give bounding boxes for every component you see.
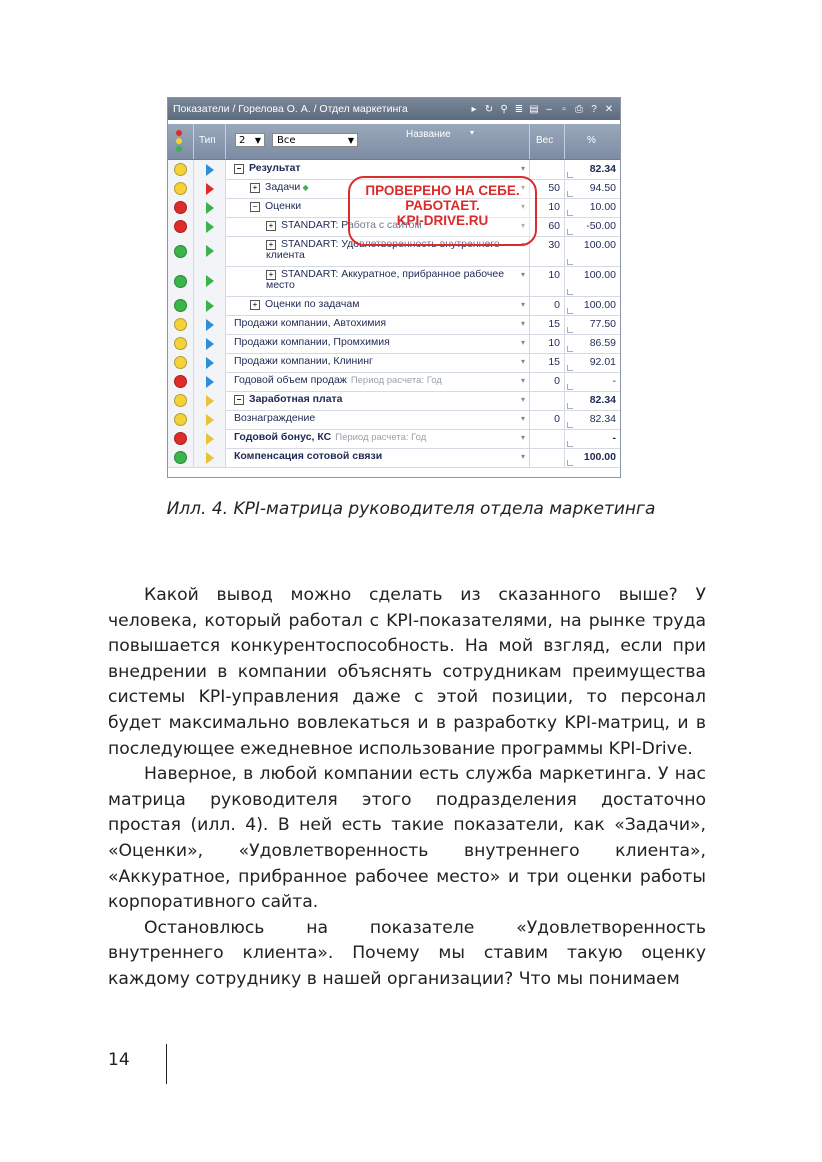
name-cell[interactable] — [226, 296, 530, 315]
percent-value: 86.59 — [589, 337, 616, 349]
yellow-status-icon — [174, 163, 187, 176]
name-cell[interactable] — [226, 353, 530, 372]
table-row[interactable] — [168, 296, 620, 316]
yellow-light-icon — [176, 138, 182, 144]
red-status-icon — [174, 220, 187, 233]
cell-corner-mark — [567, 327, 573, 333]
collapse-icon[interactable]: − — [234, 164, 244, 174]
type-triangle-icon — [206, 275, 214, 287]
percent-value: 100.00 — [583, 269, 616, 281]
kpi-name: Оценки — [265, 200, 302, 212]
type-triangle-icon — [206, 164, 214, 176]
type-cell — [194, 315, 226, 334]
type-triangle-icon — [206, 221, 214, 233]
name-cell[interactable] — [226, 266, 530, 296]
diamond-icon: ◆ — [300, 183, 309, 192]
weight-value: 60 — [548, 220, 560, 232]
percent-cell — [565, 410, 620, 429]
kpi-name: Результат — [249, 162, 301, 174]
filter-value: Все — [277, 135, 296, 146]
type-cell — [194, 198, 226, 217]
weight-value: 0 — [554, 299, 560, 311]
close-icon[interactable]: ✕ — [604, 103, 614, 115]
weight-value: 10 — [548, 337, 560, 349]
percent-value: 82.34 — [589, 394, 616, 406]
weight-cell — [530, 372, 565, 391]
help-icon[interactable]: ? — [591, 103, 597, 115]
play-icon[interactable]: ▸ — [471, 103, 477, 115]
weight-value: 15 — [548, 318, 560, 330]
cell-corner-mark — [567, 422, 573, 428]
window-titlebar — [168, 98, 620, 120]
table-row[interactable] — [168, 353, 620, 373]
name-cell[interactable] — [226, 315, 530, 334]
traffic-light-column-header[interactable] — [168, 124, 194, 159]
expand-icon[interactable]: + — [266, 221, 276, 231]
weight-value: 0 — [554, 413, 560, 425]
weight-cell — [530, 429, 565, 448]
name-cell[interactable] — [226, 429, 530, 448]
kpi-name: Оценки по задачам — [265, 298, 360, 310]
type-cell — [194, 391, 226, 410]
status-light-cell — [168, 353, 194, 372]
type-cell — [194, 410, 226, 429]
row-menu-chevron-icon[interactable]: ▾ — [520, 414, 525, 423]
paragraph: Наверное, в любой компании есть служба маркетинга. У нас матрица руководителя этого подразделения достаточно простая (илл. 4). В ней есть такие показатели, как «Задачи», «Оценки», «Удовлетворенность внутреннего клиента», «Аккуратное, прибранное рабочее место» и три оценки работы корпоративного сайта. — [108, 764, 706, 913]
type-triangle-icon — [206, 357, 214, 369]
kpi-name: STANDART: Работа с сайтом — [281, 219, 422, 231]
type-triangle-icon — [206, 338, 214, 350]
yellow-status-icon — [174, 182, 187, 195]
kpi-name: STANDART: Аккуратное, прибранное рабочее место — [266, 268, 505, 291]
percent-cell — [565, 217, 620, 236]
percent-value: - — [612, 375, 616, 387]
percent-cell — [565, 353, 620, 372]
sort-chevron-icon[interactable]: ▾ — [470, 128, 475, 137]
type-triangle-icon — [206, 202, 214, 214]
weight-value: 30 — [548, 239, 560, 251]
stamp-line-1: ПРОВЕРЕНО НА СЕБЕ. — [365, 183, 520, 198]
type-triangle-icon — [206, 433, 214, 445]
kpi-name: Годовой объем продаж — [234, 374, 347, 386]
name-cell[interactable] — [226, 372, 530, 391]
status-light-cell — [168, 391, 194, 410]
type-triangle-icon — [206, 376, 214, 388]
paragraph: Остановлюсь на показателе «Удовлетворенность внутреннего клиента». Почему мы ставим такую оценку каждому сотруднику в нашей организации? Что мы понимаем — [108, 917, 706, 989]
percent-value: 92.01 — [589, 356, 616, 368]
kpi-name: STANDART: Удовлетворенность внутреннего клиента — [266, 238, 500, 261]
weight-column-header[interactable] — [530, 124, 565, 159]
percent-value: 100.00 — [583, 451, 616, 463]
red-light-icon — [176, 130, 182, 136]
filter-select[interactable] — [272, 133, 358, 147]
cell-corner-mark — [567, 210, 573, 216]
refresh-icon[interactable]: ↻ — [484, 103, 494, 115]
percent-cell — [565, 334, 620, 353]
table-row[interactable] — [168, 410, 620, 430]
cell-corner-mark — [567, 191, 573, 197]
expand-icon[interactable]: + — [250, 300, 260, 310]
verified-stamp — [348, 176, 537, 246]
row-menu-chevron-icon[interactable]: ▾ — [520, 357, 525, 366]
percent-cell — [565, 448, 620, 467]
weight-value: 10 — [548, 269, 560, 281]
weight-cell — [530, 391, 565, 410]
weight-cell — [530, 410, 565, 429]
type-column-header[interactable] — [194, 124, 226, 159]
green-status-icon — [174, 245, 187, 258]
name-cell[interactable] — [226, 391, 530, 410]
list-icon[interactable]: ≣ — [514, 103, 524, 115]
stamp-line-3: KPI-DRIVE.RU — [396, 213, 489, 228]
yellow-status-icon — [174, 413, 187, 426]
row-menu-chevron-icon[interactable]: ▾ — [520, 202, 525, 211]
row-menu-chevron-icon[interactable]: ▾ — [520, 376, 525, 385]
type-triangle-icon — [206, 300, 214, 312]
kpi-name: Продажи компании, Промхимия — [234, 336, 390, 348]
level-dropdown-icon: ▼ — [254, 136, 261, 145]
status-light-cell — [168, 410, 194, 429]
percent-cell — [565, 160, 620, 179]
maximize-icon[interactable]: ▫ — [562, 103, 566, 115]
status-light-cell — [168, 236, 194, 266]
row-menu-chevron-icon[interactable]: ▾ — [520, 300, 525, 309]
weight-cell — [530, 266, 565, 296]
table-row[interactable] — [168, 266, 620, 297]
figure-caption: Илл. 4. KPI-матрица руководителя отдела маркетинга — [166, 499, 656, 519]
percent-value: 82.34 — [589, 413, 616, 425]
type-cell — [194, 334, 226, 353]
percent-cell — [565, 179, 620, 198]
print-icon[interactable]: ⎙ — [575, 103, 583, 115]
cell-corner-mark — [567, 460, 573, 466]
stamp-line-2: РАБОТАЕТ. — [405, 198, 480, 213]
status-light-cell — [168, 160, 194, 179]
red-status-icon — [174, 201, 187, 214]
status-light-cell — [168, 372, 194, 391]
kpi-name: Вознаграждение — [234, 412, 316, 424]
name-cell[interactable] — [226, 334, 530, 353]
weight-cell — [530, 353, 565, 372]
weight-cell — [530, 334, 565, 353]
status-light-cell — [168, 315, 194, 334]
green-status-icon — [174, 299, 187, 312]
weight-cell — [530, 236, 565, 266]
kpi-name: Продажи компании, Автохимия — [234, 317, 387, 329]
weight-cell — [530, 448, 565, 467]
table-row[interactable] — [168, 391, 620, 411]
status-light-cell — [168, 198, 194, 217]
cell-corner-mark — [567, 172, 573, 178]
row-menu-chevron-icon[interactable]: ▾ — [520, 240, 525, 249]
percent-value: -50.00 — [586, 220, 616, 232]
type-cell — [194, 372, 226, 391]
type-cell — [194, 217, 226, 236]
weight-value: 0 — [554, 375, 560, 387]
cell-corner-mark — [567, 346, 573, 352]
percent-column-header[interactable] — [565, 124, 620, 159]
weight-cell — [530, 296, 565, 315]
expand-icon[interactable]: + — [250, 183, 260, 193]
cell-corner-mark — [567, 308, 573, 314]
table-row[interactable] — [168, 429, 620, 449]
status-light-cell — [168, 429, 194, 448]
type-triangle-icon — [206, 183, 214, 195]
row-menu-chevron-icon[interactable]: ▾ — [520, 183, 525, 192]
type-triangle-icon — [206, 452, 214, 464]
export-icon[interactable]: ▤ — [529, 103, 539, 115]
name-cell[interactable] — [226, 410, 530, 429]
status-light-cell — [168, 448, 194, 467]
filter-dropdown-icon: ▼ — [347, 136, 354, 145]
table-row[interactable] — [168, 315, 620, 335]
kpi-name: Заработная плата — [249, 393, 343, 405]
percent-cell — [565, 296, 620, 315]
percent-cell — [565, 198, 620, 217]
paragraph: Какой вывод можно сделать из сказанного выше? У человека, который работал с KPI-показателями, на рынке труда повышается конкурентоспособность. На мой взгляд, если при внедрении в компании объяснять сотрудникам преимущества системы KPI-управления даже с этой позиции, то персонал будет максимально вовлекаться и в разработку KPI-матриц, и в последующее ежедневное использование программы KPI-Drive. — [108, 585, 706, 759]
type-cell — [194, 296, 226, 315]
type-triangle-icon — [206, 414, 214, 426]
percent-header-label: % — [587, 135, 596, 146]
row-menu-chevron-icon[interactable]: ▾ — [520, 452, 525, 461]
row-menu-chevron-icon[interactable]: ▾ — [520, 395, 525, 404]
red-status-icon — [174, 432, 187, 445]
cell-corner-mark — [567, 365, 573, 371]
type-cell — [194, 353, 226, 372]
weight-value: 50 — [548, 182, 560, 194]
kpi-name: Продажи компании, Клининг — [234, 355, 373, 367]
cell-corner-mark — [567, 289, 573, 295]
table-row[interactable] — [168, 448, 620, 468]
percent-cell — [565, 391, 620, 410]
level-select[interactable] — [235, 133, 265, 147]
body-text — [108, 583, 706, 993]
collapse-icon[interactable]: − — [234, 395, 244, 405]
minimize-icon[interactable]: ‒ — [546, 103, 552, 115]
percent-value: - — [612, 432, 616, 444]
kpi-name: Годовой бонус, КС — [234, 431, 332, 443]
type-cell — [194, 160, 226, 179]
name-cell[interactable] — [226, 448, 530, 467]
type-cell — [194, 429, 226, 448]
type-triangle-icon — [206, 319, 214, 331]
row-menu-chevron-icon[interactable]: ▾ — [520, 319, 525, 328]
kpi-matrix-window — [167, 97, 621, 478]
percent-cell — [565, 429, 620, 448]
status-light-cell — [168, 296, 194, 315]
weight-value: 10 — [548, 201, 560, 213]
table-row[interactable] — [168, 334, 620, 354]
cell-corner-mark — [567, 441, 573, 447]
percent-cell — [565, 372, 620, 391]
weight-cell — [530, 315, 565, 334]
row-menu-chevron-icon[interactable]: ▾ — [520, 338, 525, 347]
page-number: 14 — [108, 1050, 130, 1070]
type-cell — [194, 266, 226, 296]
cell-corner-mark — [567, 403, 573, 409]
table-header — [168, 124, 620, 160]
table-row[interactable] — [168, 372, 620, 392]
status-light-cell — [168, 179, 194, 198]
row-menu-chevron-icon[interactable]: ▾ — [520, 270, 525, 279]
red-status-icon — [174, 375, 187, 388]
type-cell — [194, 236, 226, 266]
row-menu-chevron-icon[interactable]: ▾ — [520, 164, 525, 173]
yellow-status-icon — [174, 318, 187, 331]
percent-cell — [565, 266, 620, 296]
status-light-cell — [168, 217, 194, 236]
type-header-label: Тип — [199, 135, 216, 146]
kpi-name: Компенсация сотовой связи — [234, 450, 383, 462]
green-status-icon — [174, 275, 187, 288]
row-menu-chevron-icon[interactable]: ▾ — [520, 221, 525, 230]
expand-icon[interactable]: + — [266, 270, 276, 280]
percent-value: 82.34 — [589, 163, 616, 175]
calc-period-note: Период расчета: Год — [350, 375, 442, 386]
page-divider — [166, 1044, 167, 1084]
green-light-icon — [176, 146, 182, 152]
type-triangle-icon — [206, 395, 214, 407]
row-menu-chevron-icon[interactable]: ▾ — [520, 433, 525, 442]
cell-corner-mark — [567, 229, 573, 235]
percent-value: 10.00 — [589, 201, 616, 213]
type-cell — [194, 179, 226, 198]
search-icon[interactable]: ⚲ — [500, 103, 508, 115]
cell-corner-mark — [567, 384, 573, 390]
percent-cell — [565, 315, 620, 334]
collapse-icon[interactable]: − — [250, 202, 260, 212]
level-value: 2 — [239, 135, 246, 146]
weight-cell — [530, 160, 565, 179]
percent-value: 100.00 — [583, 299, 616, 311]
calc-period-note: Период расчета: Год — [335, 432, 427, 443]
type-triangle-icon — [206, 245, 214, 257]
type-cell — [194, 448, 226, 467]
status-light-cell — [168, 334, 194, 353]
yellow-status-icon — [174, 356, 187, 369]
expand-icon[interactable]: + — [266, 240, 276, 250]
yellow-status-icon — [174, 337, 187, 350]
breadcrumb: Показатели / Горелова О. А. / Отдел маркетинга — [173, 103, 408, 115]
name-header-label: Название — [406, 129, 451, 140]
cell-corner-mark — [567, 259, 573, 265]
status-light-cell — [168, 266, 194, 296]
percent-value: 77.50 — [589, 318, 616, 330]
percent-value: 94.50 — [589, 182, 616, 194]
yellow-status-icon — [174, 394, 187, 407]
percent-cell — [565, 236, 620, 266]
percent-value: 100.00 — [583, 239, 616, 251]
weight-value: 15 — [548, 356, 560, 368]
weight-header-label: Вес — [536, 135, 554, 146]
kpi-name: Задачи — [265, 181, 301, 193]
green-status-icon — [174, 451, 187, 464]
